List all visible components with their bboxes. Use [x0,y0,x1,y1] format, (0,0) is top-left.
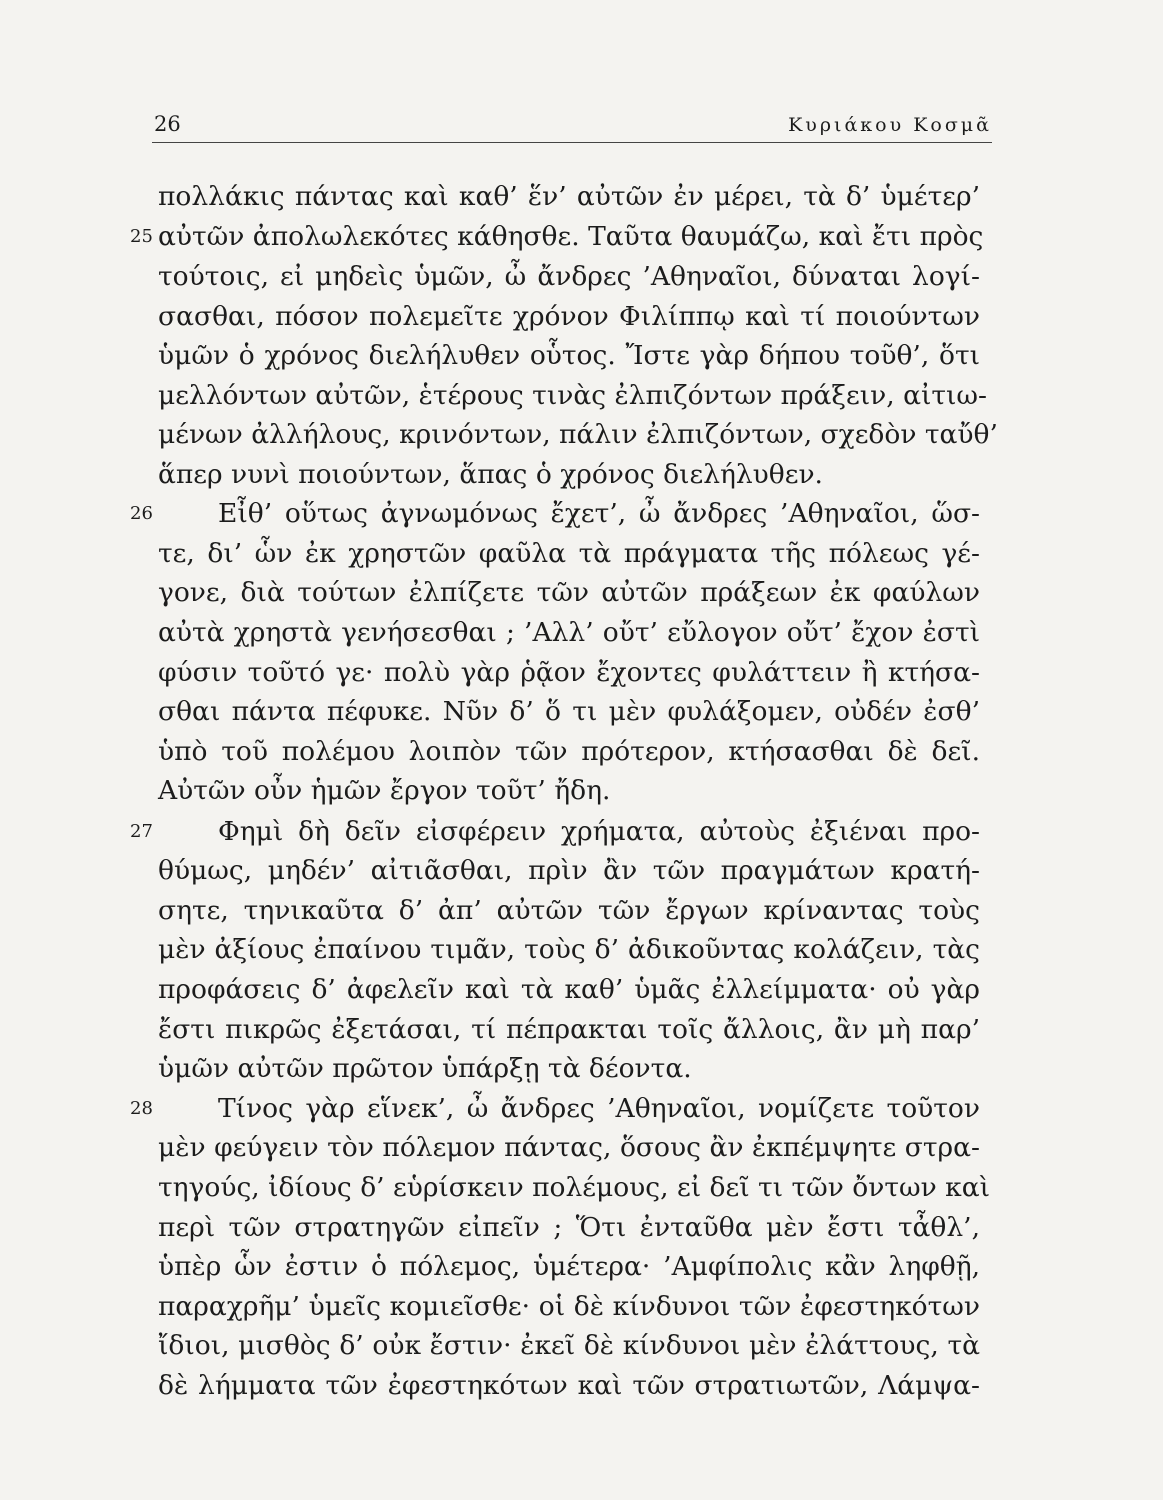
section-number-27: 27 [130,821,153,842]
text-line: θύμως, μηδέν’ αἰτιᾶσθαι, πρὶν ἂν τῶν πραγμάτων κρατή- [158,855,980,886]
text-line: αὐτὰ χρηστὰ γενήσεσθαι ; ’Αλλ’ οὔτ’ εὔλογον οὔτ’ ἔχον ἐστὶ [158,617,980,648]
text-line: ὑμῶν αὐτῶν πρῶτον ὑπάρξῃ τὰ δέοντα. [158,1053,692,1084]
text-line: περὶ τῶν στρατηγῶν εἰπεῖν ; Ὅτι ἐνταῦθα μὲν ἔστι τἆθλ’, [158,1212,980,1243]
running-head: Κυριάκου Κοσμᾶ [788,114,992,136]
text-line: προφάσεις δ’ ἀφελεῖν καὶ τὰ καθ’ ὑμᾶς ἐλλείμματα· οὐ γὰρ [158,974,980,1005]
text-line: τούτοις, εἰ μηδεὶς ὑμῶν, ὦ ἄνδρες ’Αθηναῖοι, δύναται λογί- [158,261,980,292]
text-line: Εἶθ’ οὕτως ἀγνωμόνως ἔχετ’, ὦ ἄνδρες ’Αθηναῖοι, ὥσ- [218,498,980,529]
text-line: τηγούς, ἰδίους δ’ εὑρίσκειν πολέμους, εἰ δεῖ τι τῶν ὄντων καὶ [158,1172,991,1203]
section-number-26: 26 [130,503,153,524]
text-line: μὲν ἀξίους ἐπαίνου τιμᾶν, τοὺς δ’ ἀδικοῦντας κολάζειν, τὰς [158,934,980,965]
text-line: ἔστι πικρῶς ἐξετάσαι, τί πέπρακται τοῖς ἄλλοις, ἂν μὴ παρ’ [158,1014,980,1045]
text-line: ἅπερ νυνὶ ποιούντων, ἅπας ὁ χρόνος διελήλυθεν. [158,459,823,490]
text-line: Φημὶ δὴ δεῖν εἰσφέρειν χρήματα, αὐτοὺς ἐξιέναι προ- [218,816,980,847]
text-line: δὲ λήμματα τῶν ἐφεστηκότων καὶ τῶν στρατιωτῶν, Λάμψα- [158,1370,980,1401]
text-line: ἴδιοι, μισθὸς δ’ οὐκ ἔστιν· ἐκεῖ δὲ κίνδυνοι μὲν ἐλάττους, τὰ [158,1330,980,1361]
text-line: πολλάκις πάντας καὶ καθ’ ἕν’ αὐτῶν ἐν μέρει, τὰ δ’ ὑμέτερ’ [158,181,980,212]
text-line: παραχρῆμ’ ὑμεῖς κομιεῖσθε· οἱ δὲ κίνδυνοι τῶν ἐφεστηκότων [158,1291,980,1322]
text-line: γονε, διὰ τούτων ἐλπίζετε τῶν αὐτῶν πράξεων ἐκ φαύλων [158,577,980,608]
text-line: ὑπὲρ ὧν ἐστιν ὁ πόλεμος, ὑμέτερα· ’Αμφίπολις κἂν ληφθῇ, [158,1251,980,1282]
text-line: σασθαι, πόσον πολεμεῖτε χρόνον Φιλίππῳ καὶ τί ποιούντων [158,301,980,332]
page-header [152,108,992,143]
text-line: σθαι πάντα πέφυκε. Νῦν δ’ ὅ τι μὲν φυλάξομεν, οὐδέν ἐσθ’ [158,696,980,727]
page-number: 26 [154,112,181,136]
text-line: μελλόντων αὐτῶν, ἑτέρους τινὰς ἐλπιζόντων πράξειν, αἰτιω- [158,380,987,411]
text-line: ὑμῶν ὁ χρόνος διελήλυθεν οὗτος. Ἴστε γὰρ δήπου τοῦθ’, ὅτι [158,340,980,371]
text-line: αὐτῶν ἀπολωλεκότες κάθησθε. Ταῦτα θαυμάζω, καὶ ἔτι πρὸς [158,221,984,252]
text-line: Αὐτῶν οὖν ἡμῶν ἔργον τοῦτ’ ἤδη. [158,775,611,806]
text-line: τε, δι’ ὧν ἐκ χρηστῶν φαῦλα τὰ πράγματα τῆς πόλεως γέ- [158,538,980,569]
section-number-28: 28 [130,1098,153,1119]
text-line: φύσιν τοῦτό γε· πολὺ γὰρ ῥᾷον ἔχοντες φυλάττειν ἢ κτήσα- [158,657,980,688]
text-line: μὲν φεύγειν τὸν πόλεμον πάντας, ὅσους ἂν ἐκπέμψητε στρα- [158,1132,980,1163]
section-number-25: 25 [130,226,153,247]
text-line: ὑπὸ τοῦ πολέμου λοιπὸν τῶν πρότερον, κτήσασθαι δὲ δεῖ. [158,736,980,767]
text-line: σητε, τηνικαῦτα δ’ ἀπ’ αὐτῶν τῶν ἔργων κρίναντας τοὺς [158,895,980,926]
text-line: μένων ἀλλήλους, κρινόντων, πάλιν ἐλπιζόντων, σχεδὸν ταὔθ’ [158,419,998,450]
text-line: Τίνος γὰρ εἵνεκ’, ὦ ἄνδρες ’Αθηναῖοι, νομίζετε τοῦτον [218,1093,980,1124]
